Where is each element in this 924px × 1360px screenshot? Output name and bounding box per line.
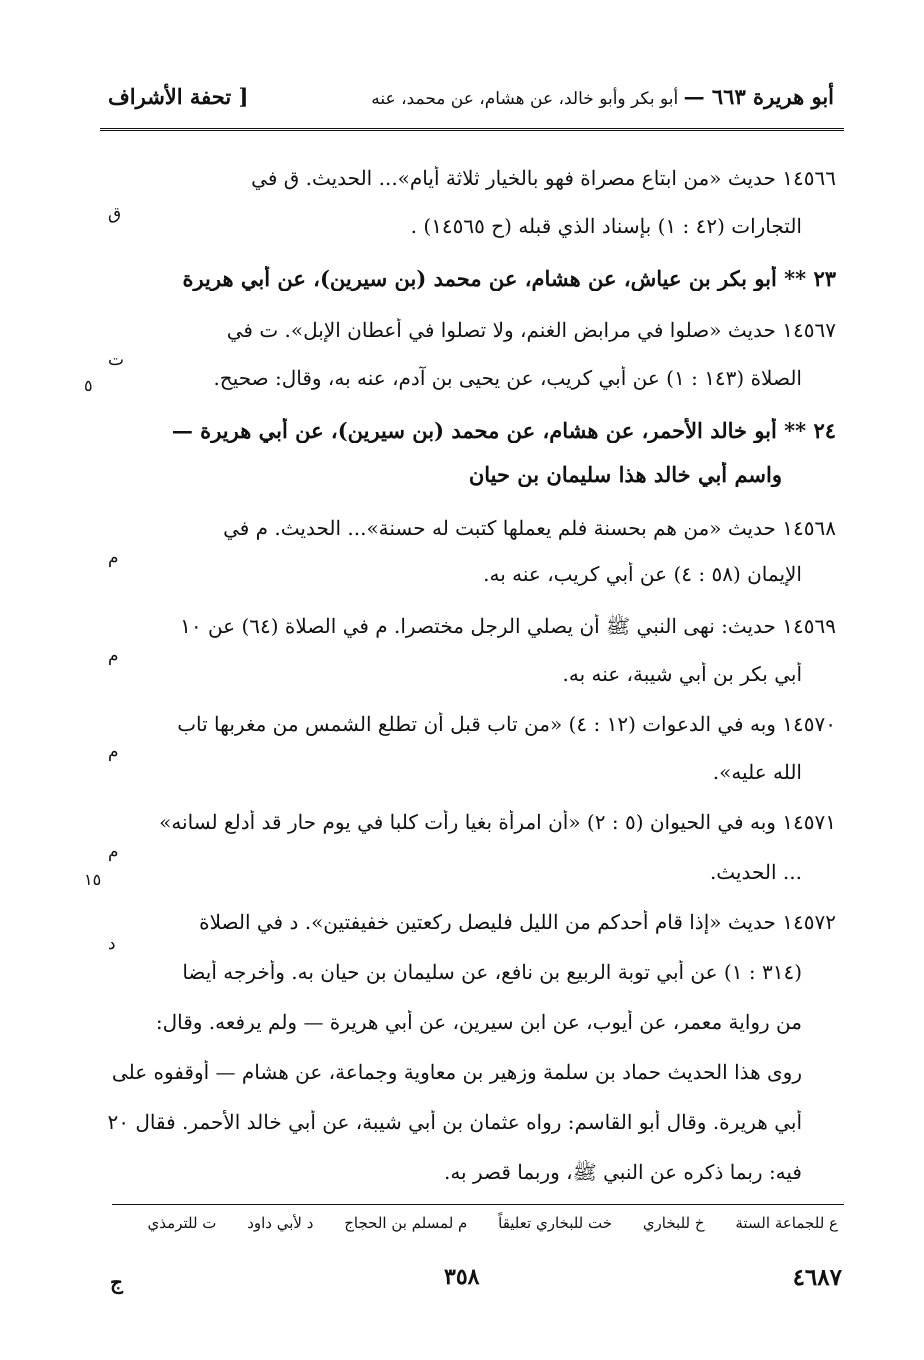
header-subtitle: أبو بكر وأبو خالد، عن هشام، عن محمد، عنه bbox=[371, 89, 684, 109]
margin-siglum: د bbox=[108, 934, 116, 954]
hadith-entry-14572-line-5: أبي هريرة. وقال أبو القاسم: رواه عثمان بن أبي شيبة، عن أبي خالد الأحمر. فقال ٢٠ bbox=[107, 1110, 802, 1134]
hadith-entry-14570-line-1: ١٤٥٧٠ وبه في الدعوات (١٢ : ٤) «من تاب قبل أن تطلع الشمس من مغربها تاب bbox=[177, 712, 836, 736]
legend-item: ع للجماعة الستة bbox=[735, 1214, 838, 1232]
hadith-entry-14569-line-2: أبي بكر بن أبي شيبة، عنه به. bbox=[562, 662, 802, 686]
hadith-entry-14572-line-4: روى هذا الحديث حماد بن سلمة وزهير بن معاوية وجماعة، عن هشام — أوقفوه على bbox=[111, 1060, 802, 1084]
legend-item: ت للترمذي bbox=[147, 1214, 217, 1232]
margin-siglum: ت bbox=[108, 350, 125, 370]
header-rule bbox=[100, 128, 844, 131]
legend-item: د لأبي داود bbox=[247, 1214, 314, 1232]
header-title: أبو هريرة ٦٦٣ — bbox=[683, 84, 834, 109]
legend-item: خ للبخاري bbox=[642, 1214, 705, 1232]
margin-siglum: م bbox=[108, 842, 119, 862]
hadith-entry-14571-line-1: ١٤٥٧١ وبه في الحيوان (٥ : ٢) «أن امرأة بغيا رأت كلبا في يوم حار قد أدلع لسانه» bbox=[159, 810, 836, 834]
hadith-entry-14572-line-3: من رواية معمر، عن أيوب، عن ابن سيرين، عن أبي هريرة — ولم يرفعه. وقال: bbox=[155, 1010, 802, 1034]
margin-siglum: م bbox=[108, 548, 119, 568]
hadith-entry-14572-line-6: فيه: ربما ذكره عن النبي ﷺ، وربما قصر به. bbox=[443, 1160, 802, 1184]
margin-siglum: م bbox=[108, 742, 119, 762]
volume-marker: ج bbox=[110, 1270, 123, 1294]
hadith-entry-14566-line-2: التجارات (٤٢ : ١) بإسناد الذي قبله (ح ١٤٥٦٥) . bbox=[410, 214, 802, 238]
legend-item: خت للبخاري تعليقاً bbox=[498, 1214, 613, 1232]
hadith-entry-14567-line-2: الصلاة (١٤٣ : ١) عن أبي كريب، عن يحيى بن آدم، عنه به، وقال: صحيح. bbox=[213, 366, 802, 390]
hadith-entry-14568-line-2: الإيمان (٥٨ : ٤) عن أبي كريب، عنه به. bbox=[483, 562, 802, 586]
hadith-entry-14568-line-1: ١٤٥٦٨ حديث «من هم بحسنة فلم يعملها كتبت له حسنة»... الحديث. م في bbox=[223, 516, 836, 540]
isnad-chain-24-note: واسم أبي خالد هذا سليمان بن حيان bbox=[468, 462, 782, 487]
page-number: ٣٥٨ bbox=[444, 1264, 480, 1290]
line-number: ٥ bbox=[84, 376, 93, 395]
line-number: ١٥ bbox=[84, 870, 102, 889]
hadith-entry-14567-line-1: ١٤٥٦٧ حديث «صلوا في مرابض الغنم، ولا تصلوا في أعطان الإبل». ت في bbox=[226, 318, 836, 342]
footer-rule bbox=[112, 1204, 844, 1205]
entry-range-number: ٤٦٨٧ bbox=[792, 1264, 842, 1291]
margin-siglum: ق bbox=[108, 204, 122, 224]
sigla-legend bbox=[122, 1214, 838, 1232]
isnad-chain-24: ٢٤ ** أبو خالد الأحمر، عن هشام، عن محمد (بن سيرين)، عن أبي هريرة — bbox=[171, 418, 836, 443]
running-header-right bbox=[371, 84, 834, 109]
isnad-chain-23: ٢٣ ** أبو بكر بن عياش، عن هشام، عن محمد (بن سيرين)، عن أبي هريرة bbox=[182, 266, 836, 291]
running-header-left: [ تحفة الأشراف bbox=[108, 84, 249, 109]
hadith-entry-14570-line-2: الله عليه». bbox=[712, 760, 802, 784]
hadith-entry-14566-line-1: ١٤٥٦٦ حديث «من ابتاع مصراة فهو بالخيار ثلاثة أيام»... الحديث. ق في bbox=[251, 166, 836, 190]
margin-siglum: م bbox=[108, 646, 119, 666]
hadith-entry-14572-line-1: ١٤٥٧٢ حديث «إذا قام أحدكم من الليل فليصل ركعتين خفيفتين». د في الصلاة bbox=[199, 910, 836, 934]
hadith-entry-14569-line-1: ١٤٥٦٩ حديث: نهى النبي ﷺ أن يصلي الرجل مختصرا. م في الصلاة (٦٤) عن ١٠ bbox=[180, 614, 836, 638]
legend-item: م لمسلم بن الحجاج bbox=[344, 1214, 468, 1232]
hadith-entry-14571-line-2: ... الحديث. bbox=[709, 860, 802, 884]
hadith-entry-14572-line-2: (٣١٤ : ١) عن أبي توبة الربيع بن نافع، عن سليمان بن حيان به. وأخرجه أيضا bbox=[182, 960, 802, 984]
